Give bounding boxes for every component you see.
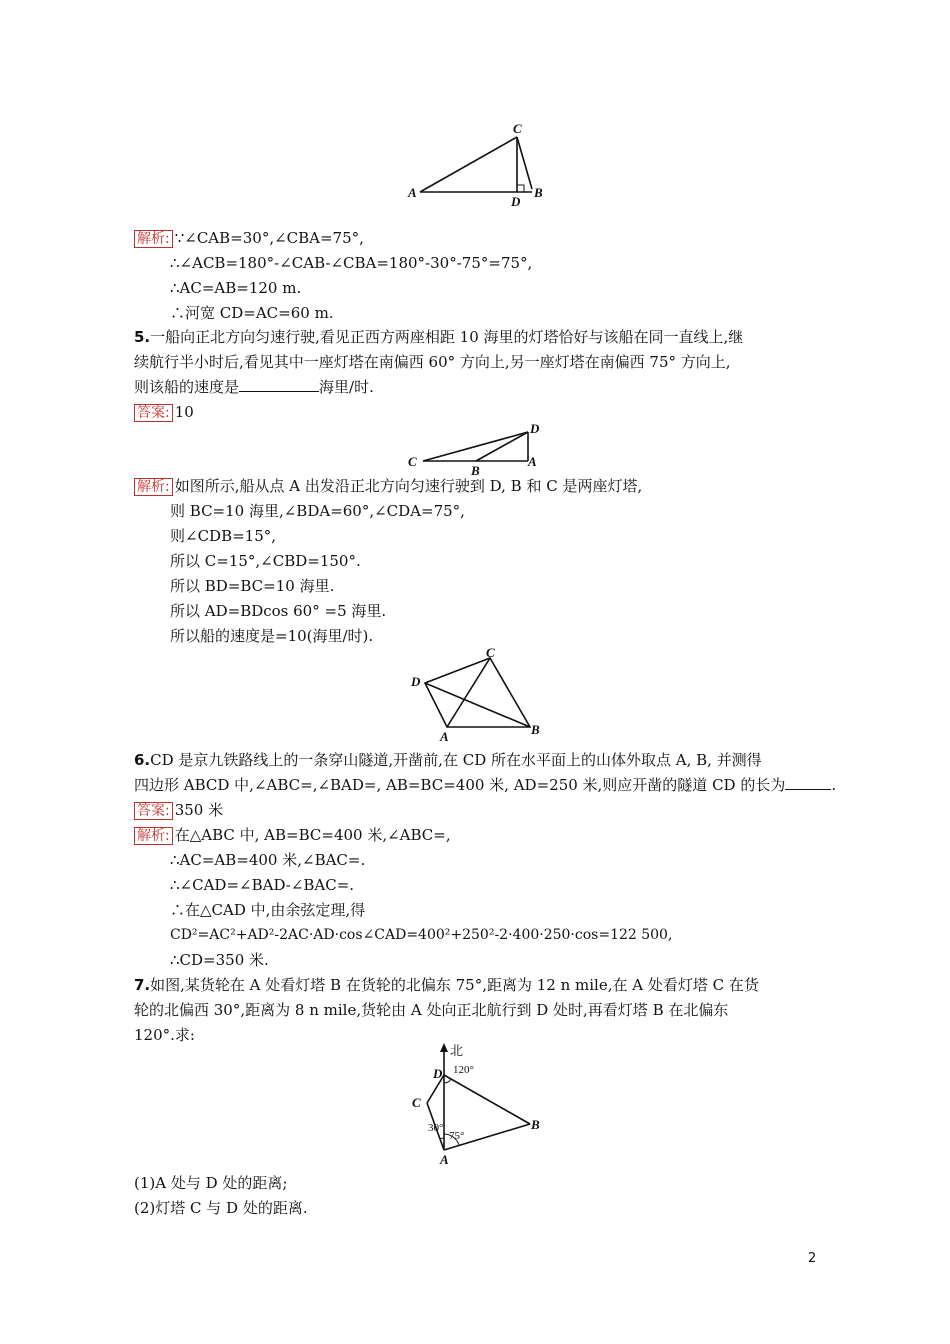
q5-analysis-line3: 则∠CDB=15°, <box>170 527 277 545</box>
q5-analysis-line6: 所以 AD=BDcos 60° =5 海里. <box>170 602 387 620</box>
fig7-label-c: C <box>412 1095 421 1110</box>
q6-analysis-line5: CD²=AC²+AD²-2AC·AD·cos∠CAD=400²+250²-2·400·250·cos=122 500, <box>170 927 673 943</box>
q5-analysis-line1: 解析: 如图所示,船从点 A 出发沿正北方向匀速行驶到 D, B 和 C 是两座灯塔, <box>134 476 642 496</box>
fig7-label-north: 北 <box>450 1043 464 1058</box>
q5-analysis-line4: 所以 C=15°,∠CBD=150°. <box>170 552 361 570</box>
q6-analysis-line6: ∴CD=350 米. <box>170 951 269 969</box>
fig4-label-d: D <box>511 194 521 209</box>
fig4-label-c: C <box>513 121 522 136</box>
answer-blank <box>239 377 319 392</box>
figure-q5 <box>0 420 950 480</box>
q5-analysis-line2: 则 BC=10 海里,∠BDA=60°,∠CDA=75°, <box>170 502 465 520</box>
figure-q4-triangle <box>0 0 950 220</box>
answer-tag: 答案: <box>134 404 173 422</box>
q7-subquestion-1: (1)A 处与 D 处的距离; <box>134 1174 288 1192</box>
analysis-tag: 解析: <box>134 478 173 496</box>
q6-question-line1: 6.CD 是京九铁路线上的一条穿山隧道,开凿前,在 CD 所在水平面上的山体外取点 A, B, 并测得 <box>134 751 762 769</box>
analysis-tag: 解析: <box>134 827 173 845</box>
fig6-label-c: C <box>486 645 495 660</box>
fig4-label-a: A <box>408 185 417 200</box>
fig5-label-b: B <box>471 463 480 478</box>
fig7-label-b: B <box>531 1117 540 1132</box>
page-number: 2 <box>808 1251 817 1266</box>
q6-question-line2: 四边形 ABCD 中,∠ABC=,∠BAD=, AB=BC=400 米, AD=250 米,则应开凿的隧道 CD 的长为 . <box>134 776 837 794</box>
q4-analysis-line1: 解析: ∵∠CAB=30°,∠CBA=75°, <box>134 228 364 248</box>
fig5-label-c: C <box>408 454 417 469</box>
q5-analysis-line5: 所以 BD=BC=10 海里. <box>170 577 335 595</box>
q5-question-line2: 续航行半小时后,看见其中一座灯塔在南偏西 60° 方向上,另一座灯塔在南偏西 75° 方向上, <box>134 353 731 371</box>
fig7-label-a: A <box>440 1152 449 1167</box>
q4-analysis-line2: ∴∠ACB=180°-∠CAB-∠CBA=180°-30°-75°=75°, <box>170 254 533 272</box>
fig6-label-b: B <box>531 722 540 737</box>
fig6-label-a: A <box>440 729 449 742</box>
q6-analysis-line4: ∴在△CAD 中,由余弦定理,得 <box>170 901 366 919</box>
fig7-label-angle-75: 75° <box>449 1130 465 1142</box>
q6-analysis-line3: ∴∠CAD=∠BAD-∠BAC=. <box>170 876 355 894</box>
fig5-label-a: A <box>528 454 537 469</box>
fig7-label-d: D <box>433 1066 443 1081</box>
q6-analysis-line1: 解析: 在△ABC 中, AB=BC=400 米,∠ABC=, <box>134 825 451 845</box>
fig7-label-angle-120: 120° <box>453 1064 474 1076</box>
q4-analysis-line3: ∴AC=AB=120 m. <box>170 279 302 297</box>
figure-q6-quadrilateral <box>0 642 950 742</box>
answer-tag: 答案: <box>134 802 173 820</box>
q5-question-line3: 则该船的速度是 海里/时. <box>134 378 374 396</box>
figure-q7-navigation <box>0 1040 950 1170</box>
analysis-tag: 解析: <box>134 230 173 248</box>
q6-analysis-line2: ∴AC=AB=400 米,∠BAC=. <box>170 851 366 869</box>
q7-question-line1: 7.如图,某货轮在 A 处看灯塔 B 在货轮的北偏东 75°,距离为 12 n mile,在 A 处看灯塔 C 在货 <box>134 976 759 994</box>
fig4-label-b: B <box>534 185 543 200</box>
answer-blank <box>785 775 831 790</box>
fig7-label-angle-30: 30° <box>428 1122 444 1134</box>
fig6-label-d: D <box>411 674 421 689</box>
q5-answer: 答案: 10 <box>134 402 194 422</box>
q4-analysis-line4: ∴河宽 CD=AC=60 m. <box>170 304 334 322</box>
q5-analysis-line7: 所以船的速度是=10(海里/时). <box>170 627 374 645</box>
q7-question-line3: 120°.求: <box>134 1026 195 1044</box>
q7-question-line2: 轮的北偏西 30°,距离为 8 n mile,货轮由 A 处向正北航行到 D 处时,再看灯塔 B 在北偏东 <box>134 1001 729 1019</box>
q7-subquestion-2: (2)灯塔 C 与 D 处的距离. <box>134 1199 308 1217</box>
fig5-label-d: D <box>530 421 540 436</box>
q6-answer: 答案: 350 米 <box>134 800 223 820</box>
q5-question-line1: 5.一船向正北方向匀速行驶,看见正西方两座相距 10 海里的灯塔恰好与该船在同一直线上,继 <box>134 328 744 346</box>
